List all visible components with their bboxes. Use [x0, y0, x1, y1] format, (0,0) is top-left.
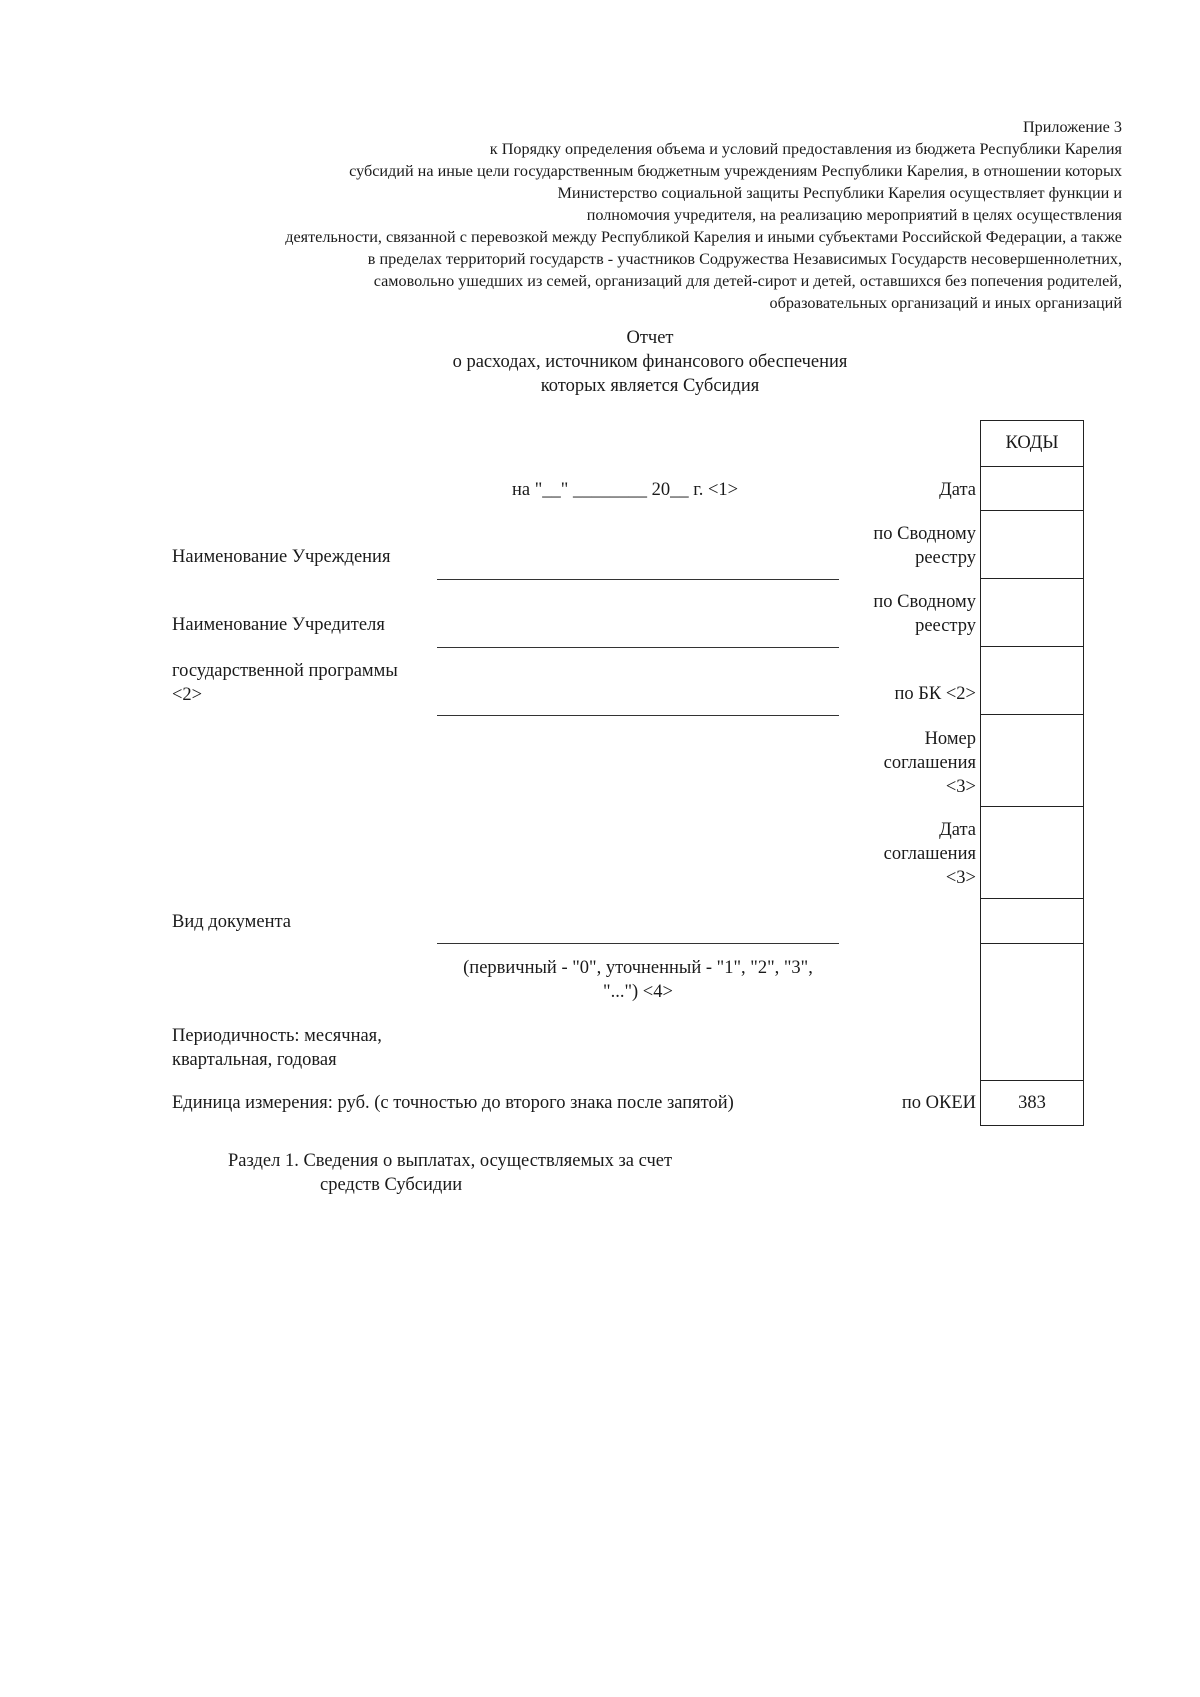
agreement-date-label-line: соглашения	[883, 844, 976, 864]
annex-line: полномочия учредителя, на реализацию мероприятий в целях осуществления	[586, 206, 1122, 224]
doc-type-hint-line: "...") <4>	[603, 982, 673, 1002]
doc-type-label: Вид документа	[172, 912, 292, 932]
agreement-date-label-line: Дата	[939, 820, 976, 840]
annex-line: образовательных организаций и иных организаций	[769, 294, 1122, 312]
okei-label-text: по ОКЕИ	[901, 1093, 976, 1113]
agreement-number-label-line: соглашения	[883, 753, 976, 773]
program-label	[172, 659, 398, 707]
codes-table	[980, 420, 1084, 1126]
annex-line: субсидий на иные цели государственным бюджетным учреждениям Республики Карелия, в отношении которых	[349, 162, 1122, 180]
agreement-date-label-line: <3>	[945, 868, 976, 888]
agreement-number-label-line: Номер	[924, 729, 976, 749]
annex-line: самовольно ушедших из семей, организаций для детей-сирот и детей, оставшихся без попечения родителей,	[373, 272, 1122, 290]
registry1-label-line: по Сводному	[873, 524, 976, 544]
periodicity-label-line: квартальная, годовая	[172, 1050, 337, 1070]
doc-type-hint-line: (первичный - "0", уточненный - "1", "2", "3",	[463, 958, 813, 978]
code-cell-okei: 383	[1018, 1092, 1046, 1113]
title-line: которых является Субсидия	[540, 376, 760, 396]
code-cell-agreement-date[interactable]	[981, 807, 1083, 899]
code-cell-registry1[interactable]	[981, 511, 1083, 579]
codes-header: КОДЫ	[981, 421, 1083, 467]
annex-line: Министерство социальной защиты Республики Карелия осуществляет функции и	[557, 184, 1122, 202]
code-cell-periodicity[interactable]	[981, 944, 1083, 1081]
annex-line: Приложение 3	[1022, 118, 1122, 136]
institution-label: Наименование Учреждения	[172, 547, 391, 567]
registry1-label-line: реестру	[915, 548, 976, 568]
report-title	[300, 326, 1000, 398]
agreement-date-label	[776, 818, 976, 890]
annex-line: деятельности, связанной с перевозкой между Республикой Карелия и иными субъектами Российской Федерации, а также	[285, 228, 1122, 246]
title-line: Отчет	[626, 328, 674, 348]
date-code-label	[776, 478, 976, 502]
program-label-line: государственной программы	[172, 661, 398, 681]
registry1-code-label	[776, 522, 976, 570]
periodicity-label	[172, 1024, 382, 1072]
date-code-label-text: Дата	[939, 480, 976, 500]
founder-label: Наименование Учредителя	[172, 615, 385, 635]
bk-label-text: по БК <2>	[894, 684, 976, 704]
program-underline[interactable]	[437, 715, 839, 716]
annex-line: к Порядку определения объема и условий предоставления из бюджета Республики Карелия	[489, 140, 1122, 158]
founder-underline[interactable]	[437, 647, 839, 648]
annex-header	[150, 116, 1122, 314]
agreement-number-label	[776, 727, 976, 799]
institution-underline[interactable]	[437, 579, 839, 580]
section1-title-line2: средств Субсидии	[320, 1175, 463, 1195]
code-cell-doc-type[interactable]	[981, 899, 1083, 944]
agreement-number-label-line: <3>	[945, 777, 976, 797]
code-cell-agreement-number[interactable]	[981, 715, 1083, 807]
annex-line: в пределах территорий государств - участников Содружества Независимых Государств несовершеннолетних,	[367, 250, 1122, 268]
doc-type-underline[interactable]	[437, 943, 839, 944]
title-line: о расходах, источником финансового обеспечения	[452, 352, 848, 372]
registry2-label-line: реестру	[915, 616, 976, 636]
code-cell-registry2[interactable]	[981, 579, 1083, 647]
periodicity-label-line: Периодичность: месячная,	[172, 1026, 382, 1046]
registry2-code-label	[776, 590, 976, 638]
code-cell-bk[interactable]	[981, 647, 1083, 715]
okei-code-label	[776, 1091, 976, 1115]
bk-code-label	[776, 682, 976, 706]
section1-title-line1: Раздел 1. Сведения о выплатах, осуществляемых за счет	[228, 1151, 673, 1171]
doc-type-hint	[437, 956, 839, 1004]
unit-label: Единица измерения: руб. (с точностью до второго знака после запятой)	[172, 1093, 734, 1113]
report-date-line: на "__" ________ 20__ г. <1>	[512, 480, 739, 500]
program-label-line: <2>	[172, 685, 203, 705]
registry2-label-line: по Сводному	[873, 592, 976, 612]
code-cell-date[interactable]	[981, 467, 1083, 511]
